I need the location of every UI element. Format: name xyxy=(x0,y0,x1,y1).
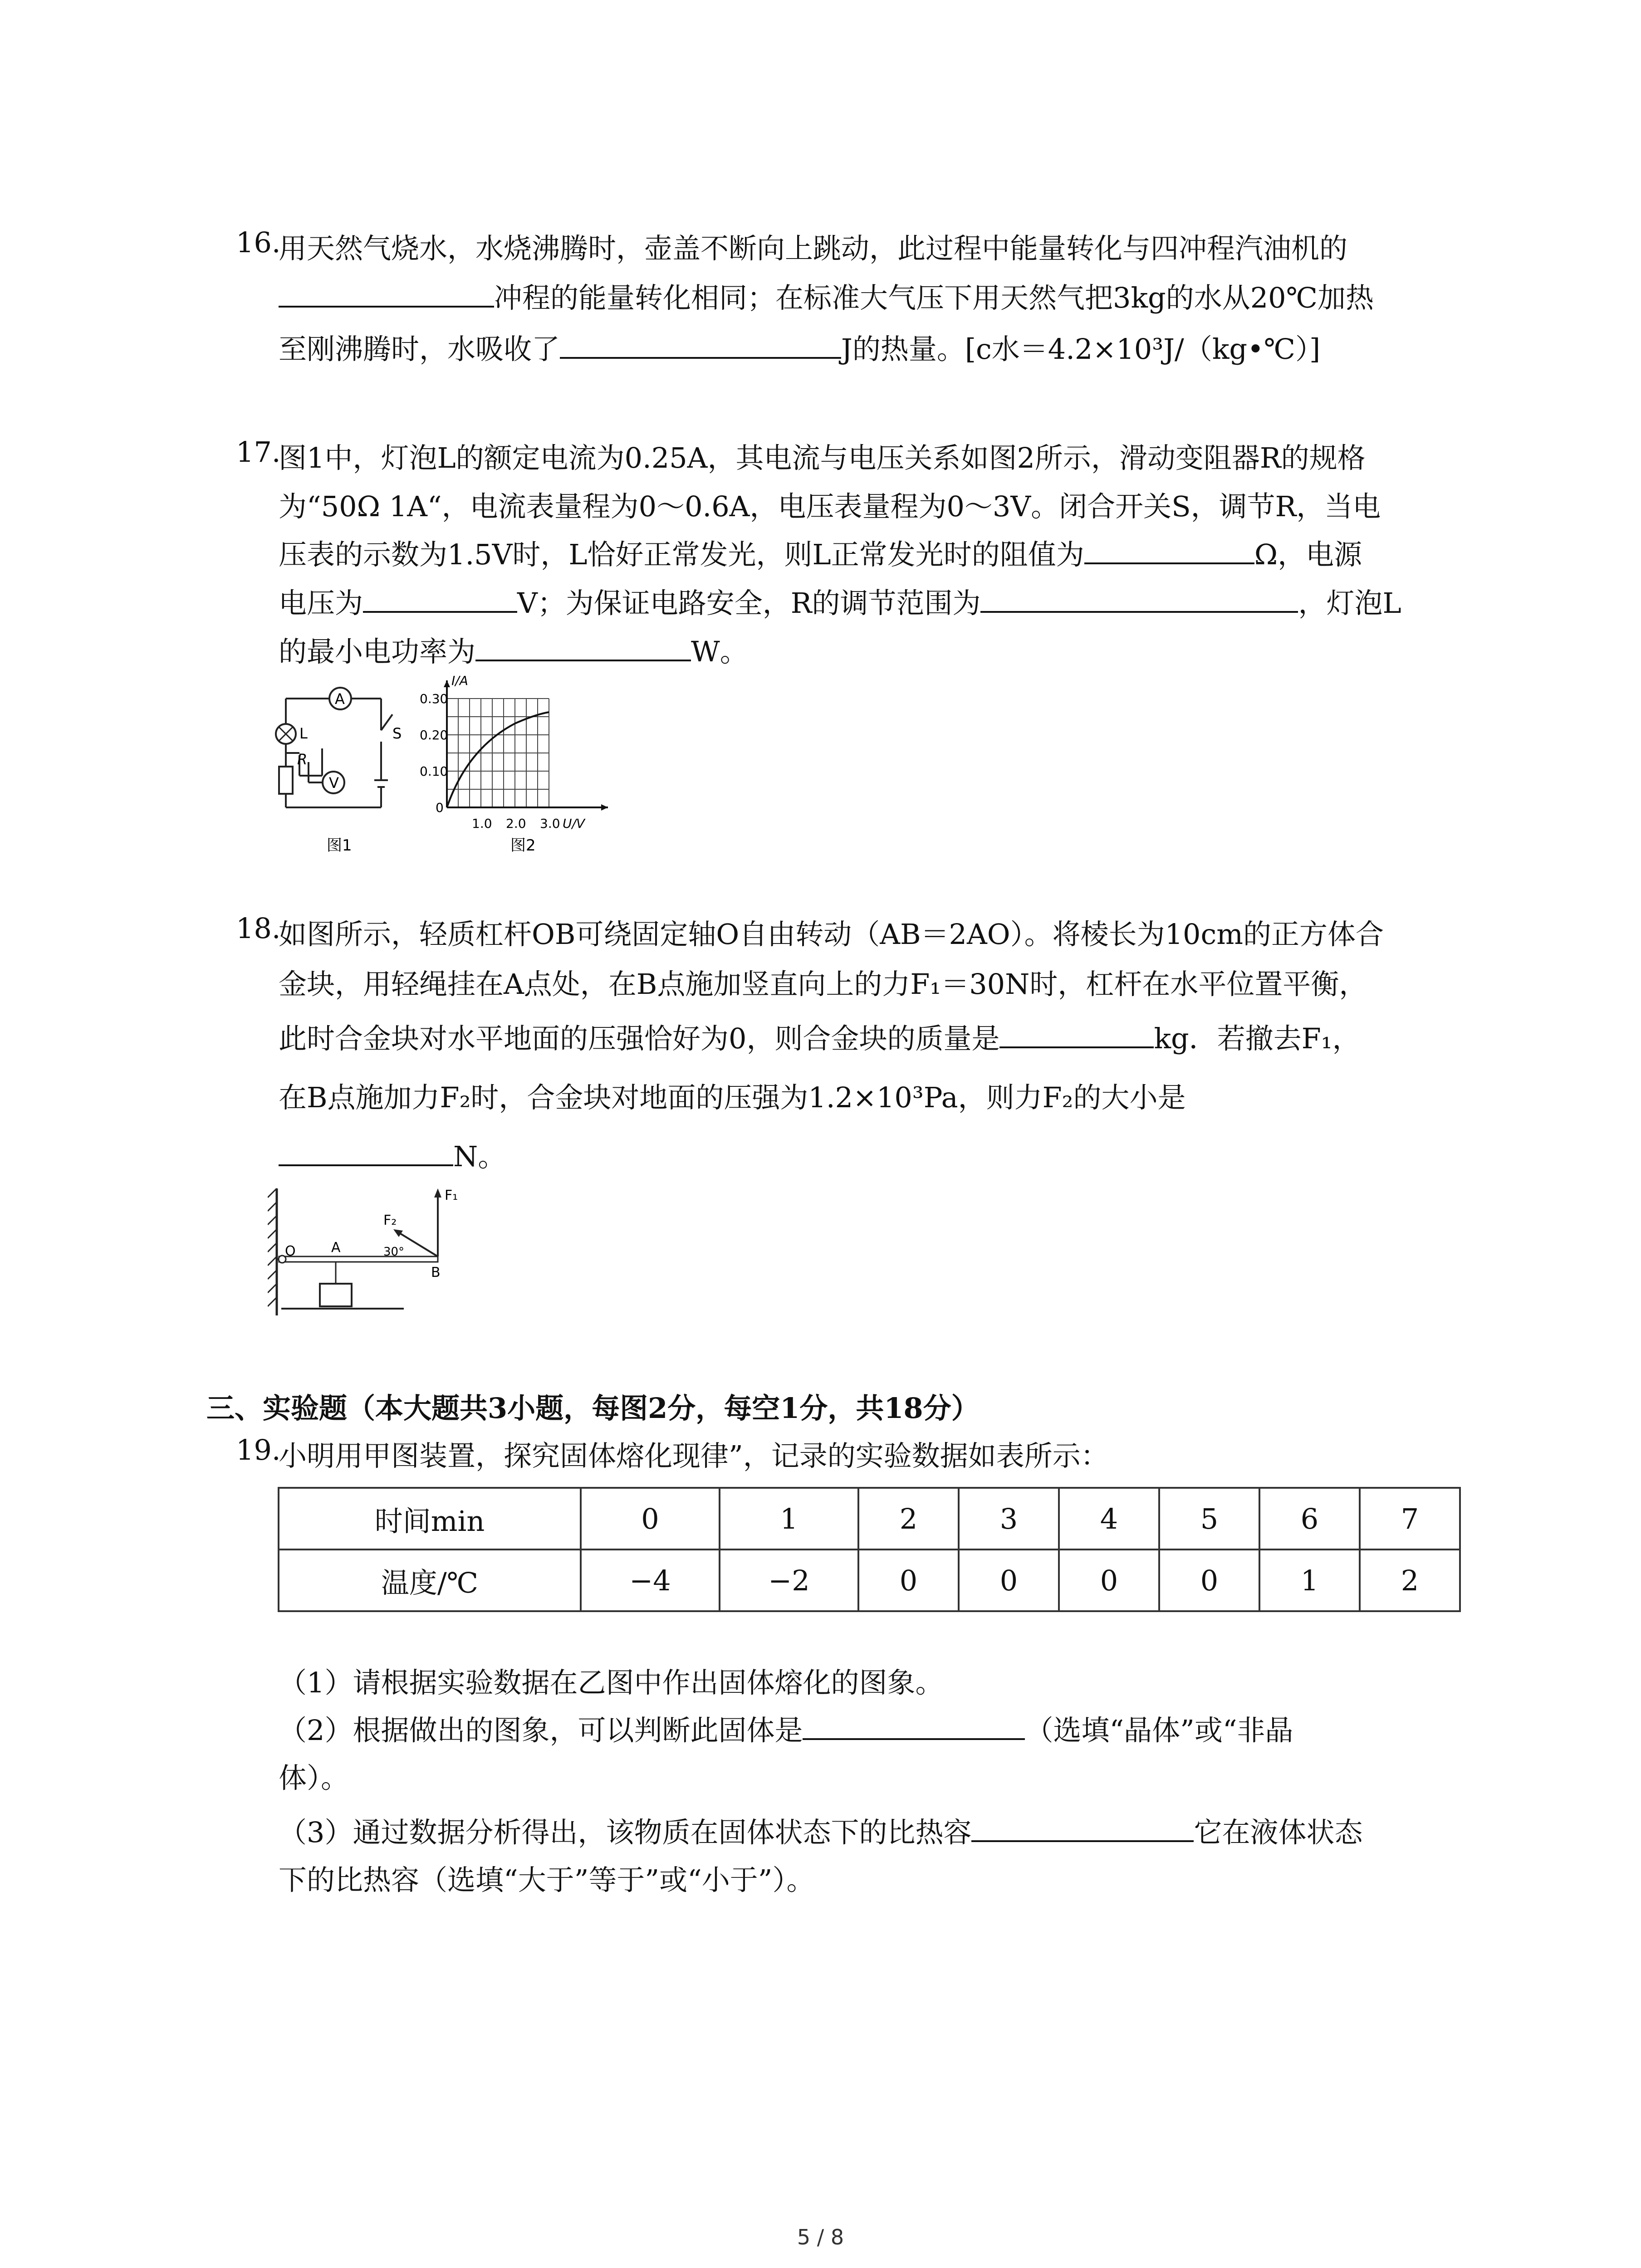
q18-line3b: kg．若撤去F₁， xyxy=(1154,1022,1361,1055)
table-cell: 7 xyxy=(1360,1488,1460,1549)
lever-label-f1: F₁ xyxy=(445,1188,458,1203)
f2-arrow-icon xyxy=(393,1229,403,1237)
q17-line1: 图1中，灯泡L的额定电流为0.25A，其电流与电压关系如图2所示，滑动变阻器R的规格 xyxy=(279,441,1366,474)
table-cell: 0 xyxy=(1159,1549,1259,1611)
q17-line5b: W。 xyxy=(691,635,748,668)
fig1-voltmeter-label: V xyxy=(329,774,339,792)
fig2-xlabel: U/V xyxy=(563,816,585,831)
q18-lever-figure xyxy=(268,1179,458,1325)
q19-intro: 小明用甲图装置，探究固体熔化现律”，记录的实验数据如表所示： xyxy=(279,1439,1109,1472)
alloy-block xyxy=(320,1284,352,1306)
q19-blank2[interactable] xyxy=(971,1814,1194,1842)
q19-data-table xyxy=(278,1487,1461,1612)
fig1-caption: 图1 xyxy=(327,836,352,855)
lever-label-a: A xyxy=(331,1240,341,1256)
q16-line3b: J的热量。[c水＝4.2×10³J/（kg•℃）] xyxy=(841,332,1321,366)
q19-part2a: （2）根据做出的图象，可以判断此固体是 xyxy=(279,1714,803,1747)
fig1-lamp-label: L xyxy=(299,725,308,742)
q18-line3a: 此时合金块对水平地面的压强恰好为0，则合金块的质量是 xyxy=(279,1022,1000,1055)
q17-iu-graph xyxy=(417,671,644,857)
fig2-ytick: 0.20 xyxy=(420,728,448,743)
q16-line2: 冲程的能量转化相同；在标准大气压下用天然气把3kg的水从20℃加热 xyxy=(494,281,1374,314)
q17-line3a: 压表的示数为1.5V时，L恰好正常发光，则L正常发光时的阻值为 xyxy=(279,538,1084,571)
table-row xyxy=(279,1488,1460,1549)
table-cell: 4 xyxy=(1059,1488,1159,1549)
lever-label-b: B xyxy=(431,1265,441,1281)
rheostat-icon xyxy=(279,767,293,794)
fig2-ytick: 0.10 xyxy=(420,764,448,779)
q17-blank2[interactable] xyxy=(363,585,517,613)
q16-blank1[interactable] xyxy=(279,279,494,308)
table-cell: 0 xyxy=(959,1549,1059,1611)
table-cell: 6 xyxy=(1259,1488,1360,1549)
lever-bar xyxy=(279,1256,438,1262)
f1-arrow-icon xyxy=(434,1188,441,1198)
fig2-xtick: 3.0 xyxy=(540,816,560,831)
q18-number: 18. xyxy=(236,912,281,945)
fig1-ammeter-label: A xyxy=(335,690,345,708)
table-cell: 2 xyxy=(858,1488,959,1549)
table-cell: 0 xyxy=(858,1549,959,1611)
table-cell: 3 xyxy=(959,1488,1059,1549)
q16-line1: 用天然气烧水，水烧沸腾时，壶盖不断向上跳动，此过程中能量转化与四冲程汽油机的 xyxy=(279,232,1348,265)
q19-blank1[interactable] xyxy=(803,1712,1025,1740)
q19-part3a: （3）通过数据分析得出，该物质在固体状态下的比热容 xyxy=(279,1816,972,1849)
fig2-ytick: 0 xyxy=(436,800,444,815)
q19-part1: （1）请根据实验数据在乙图中作出固体熔化的图象。 xyxy=(279,1666,944,1699)
table-row xyxy=(279,1549,1460,1611)
lever-label-angle: 30° xyxy=(383,1245,405,1259)
q17-number: 17. xyxy=(236,435,281,469)
q18-line2: 金块，用轻绳挂在A点处，在B点施加竖直向上的力F₁＝30N时，杠杆在水平位置平衡， xyxy=(279,968,1367,1001)
q17-blank3[interactable] xyxy=(980,585,1298,613)
table-cell: 1 xyxy=(720,1488,858,1549)
page-number: 5 / 8 xyxy=(797,2225,844,2249)
q17-line5a: 的最小电功率为 xyxy=(279,635,476,668)
iu-curve xyxy=(447,712,549,807)
q18-line1: 如图所示，轻质杠杆OB可绕固定轴O自由转动（AB＝2AO）。将棱长为10cm的正方体合 xyxy=(279,918,1384,951)
q18-line4: 在B点施加力F₂时，合金块对地面的压强为1.2×10³Pa，则力F₂的大小是 xyxy=(279,1081,1186,1114)
fig2-xtick: 1.0 xyxy=(472,816,492,831)
fig2-ylabel: I/A xyxy=(451,673,468,688)
q17-blank1[interactable] xyxy=(1084,536,1254,564)
fig1-switch-label: S xyxy=(392,725,402,742)
table-cell: −4 xyxy=(581,1549,720,1611)
q18-blank1[interactable] xyxy=(999,1020,1154,1048)
q19-part3c: 下的比热容（选填“大于”等于”或“小于”）。 xyxy=(279,1863,815,1897)
q17-line4c: ，灯泡L xyxy=(1298,587,1401,620)
q19-part3b: 它在液体状态 xyxy=(1194,1816,1363,1849)
q17-line2: 为“50Ω 1A“，电流表量程为0～0.6A，电压表量程为0～3V。闭合开关S，调节R，当电 xyxy=(279,490,1381,523)
q16-number: 16. xyxy=(236,226,281,259)
fig2-ytick: 0.30 xyxy=(420,691,448,706)
q17-circuit-figure xyxy=(272,680,408,857)
q19-part2c: 体）。 xyxy=(279,1761,349,1794)
fig2-xtick: 2.0 xyxy=(506,816,526,831)
table-cell: 0 xyxy=(581,1488,720,1549)
q17-line3b: Ω，电源 xyxy=(1254,538,1362,571)
section-title: 三、实验题（本大题共3小题，每图2分，每空1分，共18分） xyxy=(206,1392,980,1425)
table-cell: −2 xyxy=(720,1549,858,1611)
q17-blank4[interactable] xyxy=(475,633,691,661)
lever-label-o: O xyxy=(285,1243,296,1259)
table-cell: 时间min xyxy=(279,1488,581,1549)
table-cell: 温度/℃ xyxy=(279,1549,581,1611)
lever-label-f2: F₂ xyxy=(383,1212,397,1228)
fig1-resistor-label: R xyxy=(297,751,308,768)
table-cell: 5 xyxy=(1159,1488,1259,1549)
q16-line3a: 至刚沸腾时，水吸收了 xyxy=(279,332,560,366)
q18-blank2[interactable] xyxy=(279,1138,453,1166)
table-cell: 2 xyxy=(1360,1549,1460,1611)
q18-line5: N。 xyxy=(453,1140,506,1173)
q16-blank2[interactable] xyxy=(560,331,841,359)
q17-line4a: 电压为 xyxy=(279,587,363,620)
q19-part2b: （选填“晶体”或“非晶 xyxy=(1025,1714,1293,1747)
table-cell: 1 xyxy=(1259,1549,1360,1611)
table-cell: 0 xyxy=(1059,1549,1159,1611)
q17-line4b: V；为保证电路安全，R的调节范围为 xyxy=(517,587,981,620)
q19-number: 19. xyxy=(236,1433,281,1466)
fig2-caption: 图2 xyxy=(510,836,536,855)
